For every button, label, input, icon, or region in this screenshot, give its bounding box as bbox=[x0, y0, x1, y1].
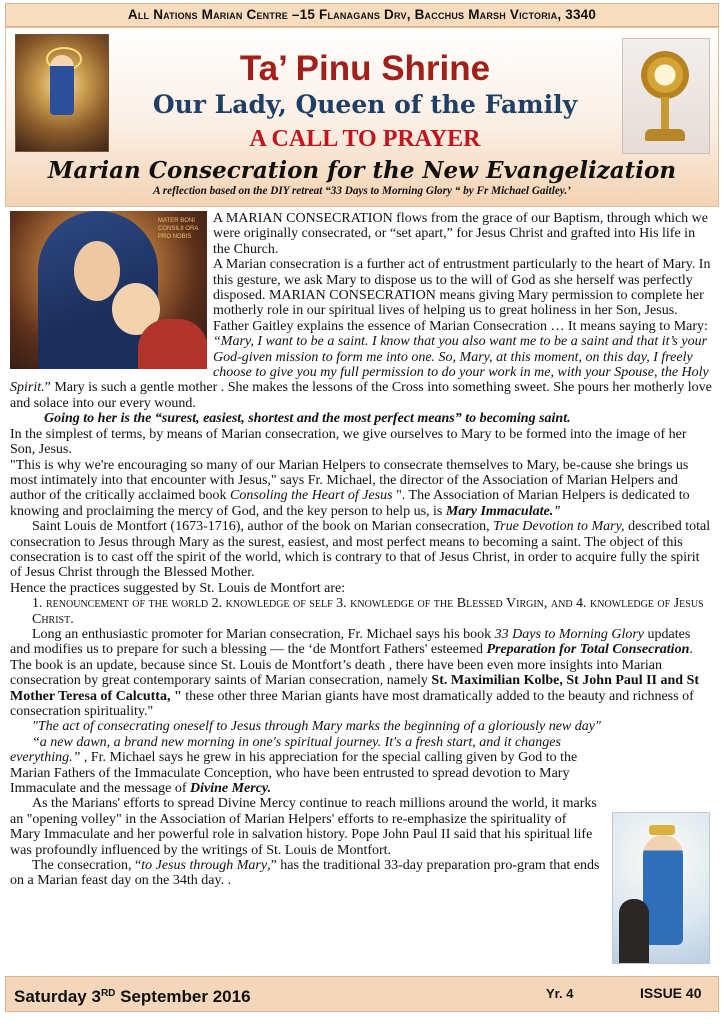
monstrance-image bbox=[622, 38, 710, 154]
paragraph: The consecration, “to Jesus through Mary,” has the traditional 33-day preparation pro-gram that ends on a Marian feast day on the 34th day. . bbox=[10, 858, 600, 889]
paragraph: A Marian consecration is a further act of entrustment particularly to the heart of Mary. In this gesture, we ask Mary to dispose us to the will of God as she herself was perfectly disposed. MARIAN CONSECRATION means giving Mary permission to complete her motherly role in our spiritual lives of helping us to great holiness in her Son, Jesus. bbox=[213, 257, 711, 319]
issue-footer bbox=[5, 976, 719, 1012]
paragraph: Long an enthusiastic promoter for Marian consecration, Fr. Michael says his book 33 Days to Morning Glory updates and modifies us to prepare for such a blessing — the ‘de Montfort Fathers' esteemed Preparation for Total Consecration. The book is an update, because since St. Louis de Montfort’s death , there have been even more insights into Marian consecration by great contemporary saints of Marian consecration, namely St. Maximilian Kolbe, St John Paul II and St Mother Teresa of Calcutta, " these other three Marian giants have most dramatically added to the beauty and richness of consecration spirituality." bbox=[10, 626, 700, 719]
address-text: All Nations Marian Centre –15 Flanagans Drv, Bacchus Marsh Victoria, 3340 bbox=[127, 7, 597, 22]
paragraph: Saint Louis de Montfort (1673-1716), author of the book on Marian consecration, True Devotion to Mary, described total consecration to Jesus through Mary as the surest, easiest, and most perfect means to becoming a saint. The object of this consecration is to cast off the spirit of the world, which is contrary to that of Jesus Christ, in order to acquire fully the spirit of Jesus Christ through the Blessed Mother. bbox=[10, 519, 711, 581]
paragraph: As the Marians' efforts to spread Divine Mercy continue to reach millions around the world, it marks an "opening volley" in the Association of Marian Helpers' efforts to re-emphasize the spirituality of Mary Immaculate and her powerful role in salvation history. Pope John Paul II said that his spiritual life was profoundly influenced by the writings of St. Louis de Montfort. bbox=[10, 796, 597, 858]
paragraph: Hence the practices suggested by St. Louis de Montfort are: bbox=[10, 580, 346, 596]
paragraph: Going to her is the “surest, easiest, shortest and the most perfect means” to becoming saint. bbox=[44, 411, 571, 427]
paragraph: In the simplest of terms, by means of Marian consecration, we give ourselves to Mary to be formed into the image of her Son, Jesus. bbox=[10, 426, 687, 458]
consecration-heading: Marian Consecration for the New Evangelization bbox=[47, 157, 677, 184]
issue-number: ISSUE 40 bbox=[640, 985, 702, 1001]
madonna-image bbox=[15, 34, 109, 152]
shrine-title: Ta’ Pinu Shrine bbox=[239, 49, 491, 88]
our-lady-title: Our Lady, Queen of the Family bbox=[152, 90, 578, 119]
practices-list: 1. renouncement of the world 2. knowledge of self 3. knowledge of the Blessed Virgin, and 4. knowledge of Jesus Christ. bbox=[32, 596, 704, 627]
image-inscription: MATER BONI CONSILII ORA PRO NOBIS bbox=[158, 218, 199, 240]
paragraph: "This is why we're encouraging so many of our Marian Helpers to consecrate themselves to Mary, be-cause she brings us most intimately into that encounter with Jesus," says Fr. Michael, the director of the Association of Marian Helpers and author of the critically acclaimed book Consoling the Heart of Jesus ". The Association of Marian Helpers is dedicated to knowing and proclaiming the mercy of God, and the key person to help us, is Mary Immaculate." bbox=[10, 457, 690, 519]
issue-year: Yr. 4 bbox=[546, 986, 574, 1001]
call-to-prayer-title: A CALL TO PRAYER bbox=[249, 126, 481, 152]
reflection-subtitle: A reflection based on the DIY retreat “33 Days to Morning Glory “ by Fr Michael Gaitley.’ bbox=[153, 185, 571, 197]
paragraph: Father Gaitley explains the essence of Marian Consecration … It means saying to Mary: “Mary, I want to be a saint. I know that you also want me to be a saint and that it’s your God-given mission to form me into one. So, Mary, at this moment, on this day, I freely choose to give you my full permission to do your work in me, with your Spouse, the Holy Spirit.” Mary is such a gentle mother . She makes the lessons of the Cross into something sweet. She pours her motherly love and solace into our every wound. bbox=[10, 318, 712, 411]
quote: "The act of consecrating oneself to Jesus through Mary marks the beginning of a gloriously new day" bbox=[32, 719, 601, 735]
paragraph: A MARIAN CONSECRATION flows from the grace of our Baptism, through which we were originally consecrated, or “set apart,” for Jesus Christ and grafted into His life in the Church. bbox=[213, 211, 708, 257]
issue-date: Saturday 3RD September 2016 bbox=[14, 987, 251, 1006]
article-body bbox=[10, 211, 712, 897]
paragraph: “a new dawn, a brand new morning in one's spiritual journey. It's a fresh start, and it changes everything.” , Fr. Michael says he grew in his appreciation for the special calling given by God to the Marian Fathers of the Immaculate Conception, who have been entrusted to spread devotion to Mary Immaculate and the message of Divine Mercy. bbox=[10, 734, 578, 797]
address-banner bbox=[5, 3, 719, 27]
page-header bbox=[5, 27, 719, 207]
